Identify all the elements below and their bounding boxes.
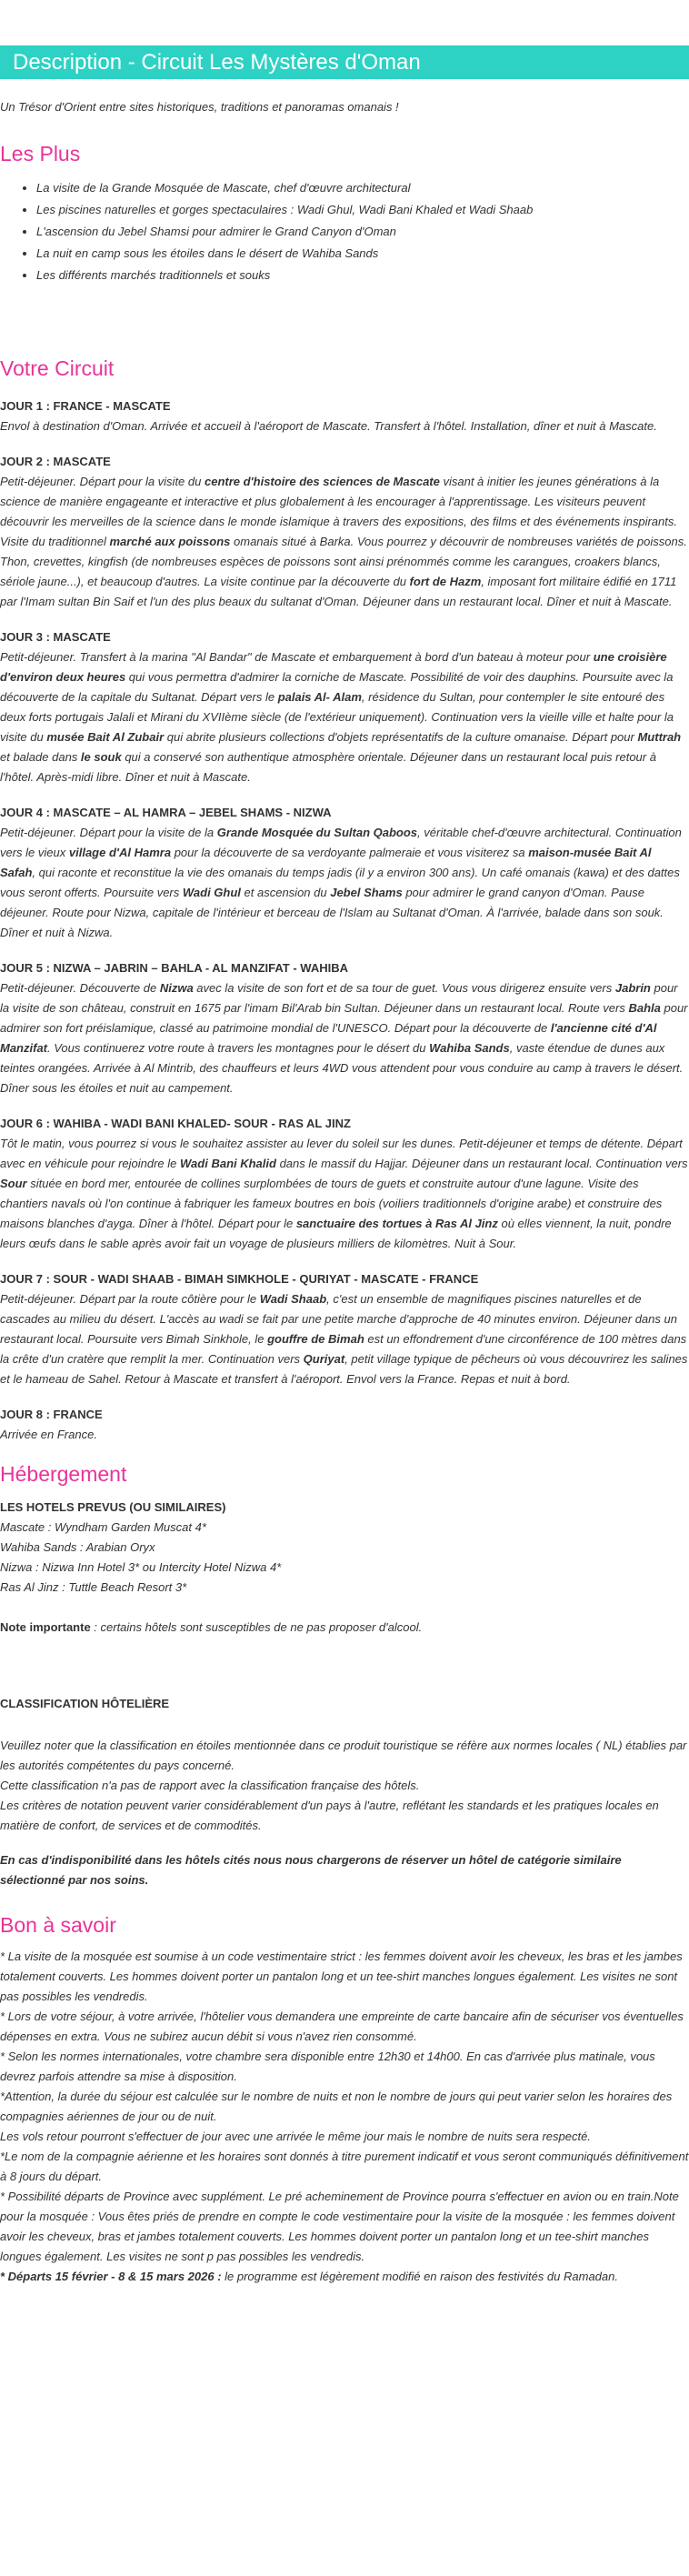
highlight-text: fort de Hazm [409, 575, 482, 588]
day-text-segment: pour la visite de son château, construit en 1675 par l'imam Bil'Arab bin Sultan. Déjeuner dans un restaurant local. Route vers [0, 981, 678, 1015]
day-description [0, 1425, 689, 1445]
bon-a-savoir-paragraph [0, 2087, 689, 2127]
day-text-segment: avec la visite de son fort et de sa tour de guet. Vous vous dirigerez ensuite vers [193, 981, 615, 995]
highlight-text: Jabrin [614, 981, 651, 995]
day-text-segment: dans le massif du Hajjar. Déjeuner dans un restaurant local. Continuation vers [275, 1157, 688, 1170]
bon-a-savoir-paragraph [0, 2047, 689, 2087]
day-text-segment: et ascension du [240, 886, 331, 899]
hotels-subtitle: LES HOTELS PREVUS (OU SIMILAIRES) [0, 1500, 226, 1514]
day-text-segment: qui a conservé son authentique atmosphère orientale. Déjeuner dans un restaurant local puis retour à l'hôtel. Après-midi libre. Dîner et nuit à Mascate. [0, 750, 656, 784]
day-text-segment: , petit village typique de pêcheurs où vous découvrirez les salines et le hameau de Sahel. Retour à Mascate et transfert à l'aéroport. Envol vers la France. Repas et nuit à bord. [0, 1352, 688, 1386]
highlight-text: Jebel Shams [330, 886, 403, 899]
day-block [0, 627, 689, 787]
bon-a-savoir-paragraph [0, 2267, 689, 2287]
classification-title: CLASSIFICATION HÔTELIÈRE [0, 1697, 170, 1710]
note-label: Note importante [0, 1620, 91, 1634]
day-text-segment: , résidence du Sultan, pour contempler le site entouré des deux forts portugais Jalali et Mirani du XVIIème siècle (de l'extérieur uniquement). Continuation vers la vieille ville et halte pour la visite du [0, 690, 674, 744]
hotel-line: Ras Al Jinz : Tuttle Beach Resort 3* [0, 1580, 187, 1594]
hotel-note [0, 1618, 689, 1638]
day-block [0, 396, 689, 436]
day-text-segment: est un effondrement d'une circonférence de 100 mètres dans la crête d'un cratère que remplit la mer. Continuation vers [0, 1332, 687, 1366]
bon-a-savoir-paragraph [0, 2127, 689, 2147]
day-block [0, 1405, 689, 1445]
bon-a-savoir-segment: * La visite de la mosquée est soumise à un code vestimentaire strict : les femmes doivent avoir les cheveux, les bras et les jambes totalement couverts. Les hommes doivent porter un pantalon long et un tee-shirt manches longues également. Les visites ne sont pas possibles les vendredis. [0, 1950, 683, 2003]
day-title: JOUR 8 : FRANCE [0, 1408, 103, 1421]
day-text-segment: , qui raconte et reconstitue la vie des omanais du temps jadis (il y a environ 300 ans). Un café omanais (kawa) et des dattes vous seront offerts. Poursuite vers [0, 866, 680, 899]
day-title: JOUR 5 : NIZWA – JABRIN – BAHLA - AL MANZIFAT - WAHIBA [0, 961, 349, 975]
day-text-segment: , vaste étendue de dunes aux teintes orangées. Arrivée à Al Mintrib, des chauffeurs et leurs 4WD vous attendent pour vous conduire au camp à travers le désert. Dîner sous les étoiles et nuit au campement. [0, 1041, 684, 1095]
bon-a-savoir-segment: *Le nom de la compagnie aérienne et les horaires sont donnés à titre purement indicatif et vous seront communiqués définitivement à 8 jours du départ. [0, 2150, 689, 2183]
bon-a-savoir-heading: Bon à savoir [0, 1913, 116, 1937]
highlight-text: maison-musée Bait Al Safah [0, 846, 652, 879]
note-text: : certains hôtels sont susceptibles de ne pas proposer d'alcool. [90, 1620, 423, 1634]
day-text-segment: qui vous permettra d'admirer la corniche de Mascate. Possibilité de voir des dauphins. Poursuite avec la découverte de la capitale du Sultanat. Départ vers le [0, 670, 674, 704]
bon-a-savoir-segment: * Lors de votre séjour, à votre arrivée, l'hôtelier vous demandera une empreinte de carte bancaire afin de sécuriser vos éventuelles dépenses en extra. Vous ne subirez aucun débit si vous n'avez rien consommé. [0, 2010, 684, 2043]
les-plus-item: • Les différents marchés traditionnels et souks [36, 265, 689, 286]
page [0, 45, 689, 2287]
day-block [0, 452, 689, 612]
highlight-text: Sour [0, 1177, 27, 1190]
day-text-segment: Petit-déjeuner. Départ par la route côtière pour le [0, 1292, 260, 1306]
bon-a-savoir-segment: * Possibilité départs de Province avec supplément. Le pré acheminement de Province pourra s'effectuer en avion ou en train.Note pour la mosquée : Vous êtes priés de prendre en compte le code vestimentaire pour la visite de la mosquée : les femmes doivent avoir les cheveux, bras et jambes totalement couverts. Les hommes doivent porter un pantalon long et un tee-shirt manches longues également. Les visites ne sont p pas possibles les vendredis. [0, 2190, 679, 2263]
day-text-segment: pour admirer son fort préislamique, classé au patrimoine mondial de l'UNESCO. Départ pour la découverte de [0, 1001, 688, 1035]
highlight-text: l'ancienne cité d'Al Manzifat [0, 1021, 657, 1055]
highlight-text: Quriyat [303, 1352, 345, 1366]
day-block [0, 1114, 689, 1254]
bon-a-savoir-paragraph [0, 2187, 689, 2267]
day-text-segment: visant à initier les jeunes générations à la science de manière engageante et interactive et plus globalement à les encourager à l'apprentissage. Les visiteurs peuvent découvrir les merveilles de la science dans le monde islamique à travers des expositions, des films et des événements inspirants. Visite du traditionnel [0, 475, 677, 548]
day-text-segment: , véritable chef-d'œuvre architectural. Continuation vers le vieux [0, 826, 682, 859]
day-title: JOUR 7 : SOUR - WADI SHAAB - BIMAH SIMKHOLE - QURIYAT - MASCATE - FRANCE [0, 1272, 479, 1286]
highlight-text: sanctuaire des tortues à Ras Al Jinz [295, 1217, 498, 1230]
day-text-segment: pour admirer le grand canyon d'Oman. Pause déjeuner. Route pour Nizwa, capitale de l'intérieur et berceau de l'Islam au Sultanat d'Oman. À l'arrivée, balade dans son souk. Dîner et nuit à Nizwa. [0, 886, 664, 939]
les-plus-heading: Les Plus [0, 142, 81, 165]
highlight-text: village d'Al Hamra [68, 846, 172, 859]
classification-line: Veuillez noter que la classification en étoiles mentionnée dans ce produit touristique se réfère aux normes locales ( NL) établies par les autorités compétentes du pays concerné. [0, 1739, 687, 1772]
hotels-block [0, 1498, 689, 1598]
day-title: JOUR 6 : WAHIBA - WADI BANI KHALED- SOUR - RAS AL JINZ [0, 1117, 351, 1130]
day-text-segment: qui abrite plusieurs collections d'objets représentatifs de la culture omanaise. Départ pour [164, 730, 638, 744]
highlight-text: Grande Mosquée du Sultan Qaboos [216, 826, 418, 839]
day-text-segment: , c'est un ensemble de magnifiques piscines naturelles et de cascades au milieu du désert. L'accès au wadi se fait par une petite marche d'approche de 40 minutes environ. Déjeuner dans un restaurant local. Poursuite vers Bimah Sinkhole, le [0, 1292, 677, 1346]
highlight-text: gouffre de Bimah [267, 1332, 364, 1346]
day-block [0, 1269, 689, 1389]
day-text-segment: Petit-déjeuner. Départ pour la visite de la [0, 826, 217, 839]
day-text-segment: où elles viennent, la nuit, pondre leurs œufs dans le sable après avoir fait un voyage de plusieurs milliers de kilomètres. Nuit à Sour. [0, 1217, 672, 1250]
bon-a-savoir-segment: Les vols retour pourront s'effectuer de jour avec une arrivée le même jour mais le nombre de nuits sera respecté. [0, 2130, 591, 2143]
day-title: JOUR 4 : MASCATE – AL HAMRA – JEBEL SHAMS - NIZWA [0, 806, 332, 819]
intro-text: Un Trésor d'Orient entre sites historiques, traditions et panoramas omanais ! [0, 100, 399, 114]
day-text-segment: et balade dans [0, 750, 81, 764]
day-text-segment: située en bord mer, entourée de collines surplombées de tours de guets et construite autour d'une lagune. Visite des chantiers navals où l'on continue à fabriquer les fameux boutres en bois (voiliers traditionnels d'origine arabe) et construire des maisons blanches d'ayga. Dîner à l'hôtel. Départ pour le [0, 1177, 663, 1230]
hotel-line: Wahiba Sands : Arabian Oryx [0, 1540, 155, 1554]
day-text-segment: omanais situé à Barka. Vous pourrez y découvrir de nombreuses variétés de poissons. Thon, crevettes, kingfish (de nombreuses espèces de poissons sont ainsi prénommés comme les carangues, croakers blancs, sériole jaune...), et beaucoup d'autres. La visite continue par la découverte du [0, 535, 687, 588]
classification-text [0, 1736, 689, 1836]
bon-a-savoir-segment: * Selon les normes internationales, votre chambre sera disponible entre 12h30 et 14h00. En cas d'arrivée plus matinale, vous devrez parfois attendre sa mise à disposition. [0, 2050, 655, 2083]
bon-a-savoir-paragraph [0, 1947, 689, 2007]
highlight-text: marché aux poissons [109, 535, 231, 548]
highlight-text: Wadi Ghul [182, 886, 241, 899]
highlight-text: Wadi Shaab [259, 1292, 327, 1306]
day-title: JOUR 1 : FRANCE - MASCATE [0, 399, 171, 413]
les-plus-item: • La nuit en camp sous les étoiles dans le désert de Wahiba Sands [36, 243, 689, 265]
hebergement-heading: Hébergement [0, 1462, 127, 1486]
hotel-line: Mascate : Wyndham Garden Muscat 4* [0, 1520, 206, 1534]
bon-a-savoir-paragraph [0, 2007, 689, 2047]
highlight-text: musée Bait Al Zubair [46, 730, 165, 744]
classification-strong: En cas d'indisponibilité dans les hôtels cités nous nous chargerons de réserver un hôtel de catégorie similaire sélectionné par nos soins. [0, 1853, 622, 1887]
highlight-text: palais Al- Alam [277, 690, 362, 704]
day-text-segment: Tôt le matin, vous pourrez si vous le souhaitez assister au lever du soleil sur les dunes. Petit-déjeuner et temps de détente. Départ avec en véhicule pour rejoindre le [0, 1137, 683, 1170]
les-plus-item: • Les piscines naturelles et gorges spectaculaires : Wadi Ghul, Wadi Bani Khaled et Wadi Shaab [36, 199, 689, 221]
highlight-text: une croisière d'environ deux heures [0, 650, 667, 684]
highlight-text: Bahla [628, 1001, 661, 1015]
bon-a-savoir-paragraph [0, 2147, 689, 2187]
highlight-text: * Départs 15 février - 8 & 15 mars 2026 : [0, 2270, 222, 2283]
day-text-segment: pour la découverte de sa verdoyante palmeraie et vous visiterez sa [171, 846, 529, 859]
page-title: Description - Circuit Les Mystères d'Oman [0, 45, 689, 79]
bon-a-savoir-segment: *Attention, la durée du séjour est calculée sur le nombre de nuits et non le nombre de jours qui peut varier selon les horaires des compagnies aériennes de jour ou de nuit. [0, 2090, 673, 2123]
highlight-text: Nizwa [159, 981, 194, 995]
day-text-segment: Arrivée en France. [0, 1428, 97, 1441]
day-description [0, 647, 689, 787]
highlight-text: Muttrah [637, 730, 682, 744]
day-block [0, 803, 689, 943]
day-text-segment: Petit-déjeuner. Départ pour la visite du [0, 475, 205, 488]
content [0, 97, 689, 2287]
les-plus-item: • La visite de la Grande Mosquée de Mascate, chef d'œuvre architectural [36, 177, 689, 199]
day-description [0, 1134, 689, 1254]
day-text-segment: Envol à destination d'Oman. Arrivée et accueil à l'aéroport de Mascate. Transfert à l'hôtel. Installation, dîner et nuit à Mascate. [0, 419, 657, 433]
day-block [0, 958, 689, 1098]
hotel-line: Nizwa : Nizwa Inn Hotel 3* ou Intercity Hotel Nizwa 4* [0, 1560, 282, 1574]
bon-a-savoir-block [0, 1947, 689, 2287]
classification-line: Les critères de notation peuvent varier considérablement d'un pays à l'autre, reflétant les standards et les pratiques locales en matière de confort, de services et de commodités. [0, 1799, 659, 1832]
day-text-segment: , imposant fort militaire édifié en 1711 par l'Imam sultan Bin Saif et l'un des plus beaux du sultanat d'Oman. Déjeuner dans un restaurant local. Dîner et nuit à Mascate. [0, 575, 677, 608]
day-text-segment: Petit-déjeuner. Découverte de [0, 981, 160, 995]
classification-line: Cette classification n'a pas de rapport avec la classification française des hôtels. [0, 1779, 420, 1792]
day-title: JOUR 3 : MASCATE [0, 630, 111, 644]
highlight-text: le souk [80, 750, 122, 764]
circuit-days [0, 396, 689, 1445]
day-description [0, 1289, 689, 1389]
day-description [0, 472, 689, 612]
highlight-text: Wahiba Sands [429, 1041, 510, 1055]
day-title: JOUR 2 : MASCATE [0, 455, 111, 468]
day-description [0, 416, 689, 436]
les-plus-list [0, 177, 689, 286]
les-plus-item: • L'ascension du Jebel Shamsi pour admirer le Grand Canyon d'Oman [36, 221, 689, 243]
bon-a-savoir-segment: le programme est légèrement modifié en raison des festivités du Ramadan. [221, 2270, 618, 2283]
hotels-list [0, 1518, 689, 1598]
highlight-text: centre d'histoire des sciences de Mascate [204, 475, 440, 488]
circuit-heading: Votre Circuit [0, 356, 115, 380]
day-description [0, 823, 689, 943]
day-description [0, 978, 689, 1098]
highlight-text: Wadi Bani Khalid [180, 1157, 276, 1170]
day-text-segment: . Vous continuerez votre route à travers les montagnes pour le désert du [47, 1041, 430, 1055]
day-text-segment: Petit-déjeuner. Transfert à la marina "Al Bandar" de Mascate et embarquement à bord d'un bateau à moteur pour [0, 650, 594, 664]
